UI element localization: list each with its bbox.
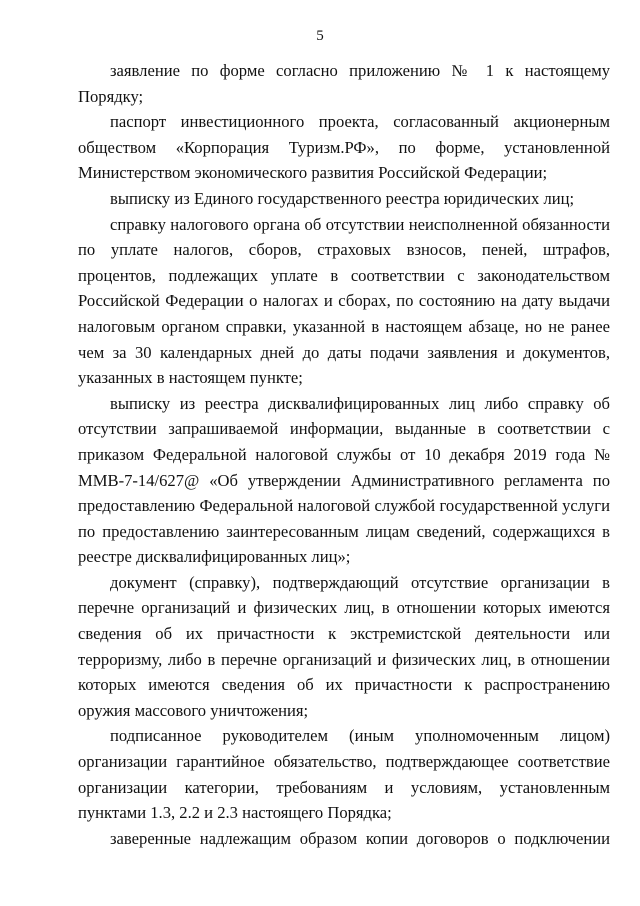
paragraph-disqualified-registry: выписку из реестра дисквалифицированных лиц либо справку об отсутствии запрашиваемой информации, выданные в соответствии с приказом Федеральной налоговой службы от 10 декабря 2019 года № ММВ-7-14/627@ «Об утверждении Административного регламента по предоставлению Федеральной налоговой службой государственной услуги по предоставлению заинтересованным лицам сведений, содержащихся в реестре дисквалифицированных лиц»;	[78, 393, 610, 567]
paragraph-contract-copies: заверенные надлежащим образом копии договоров о подключении	[110, 828, 610, 848]
paragraph-tax-certificate: справку налогового органа об отсутствии неисполненной обязанности по уплате налогов, сборов, страховых взносов, пеней, штрафов, процентов, подлежащих уплате в соответствии с законодательством Российской Федерации о налогах и сборах, по состоянию на дату выдачи налоговым органом справки, указанной в настоящем абзаце, но не ранее чем за 30 календарных дней до даты подачи заявления и документов, указанных в настоящем пункте;	[78, 214, 610, 388]
paragraph-extremism-document: документ (справку), подтверждающий отсутствие организации в перечне организаций и физических лиц, в отношении которых имеются сведения об их причастности к экстремистской деятельности или терроризму, либо в перечне организаций и физических лиц, в отношении которых имеются сведения об их причастности к распространению оружия массового уничтожения;	[78, 572, 610, 720]
document-body	[78, 58, 610, 851]
paragraph-application: заявление по форме согласно приложению № 1 к настоящему Порядку;	[78, 61, 610, 106]
paragraph-guarantee-obligation: подписанное руководителем (иным уполномоченным лицом) организации гарантийное обязательство, подтверждающее соответствие организации категории, требованиям и условиям, установленным пунктами 1.3, 2.2 и 2.3 настоящего Порядка;	[78, 726, 610, 823]
paragraph-registry-extract: выписку из Единого государственного реестра юридических лиц;	[110, 188, 575, 208]
paragraph-investment-passport: паспорт инвестиционного проекта, согласованный акционерным обществом «Корпорация Туризм.РФ», по форме, установленной Министерством экономического развития Российской Федерации;	[78, 112, 610, 183]
page-number: 5	[316, 28, 324, 44]
